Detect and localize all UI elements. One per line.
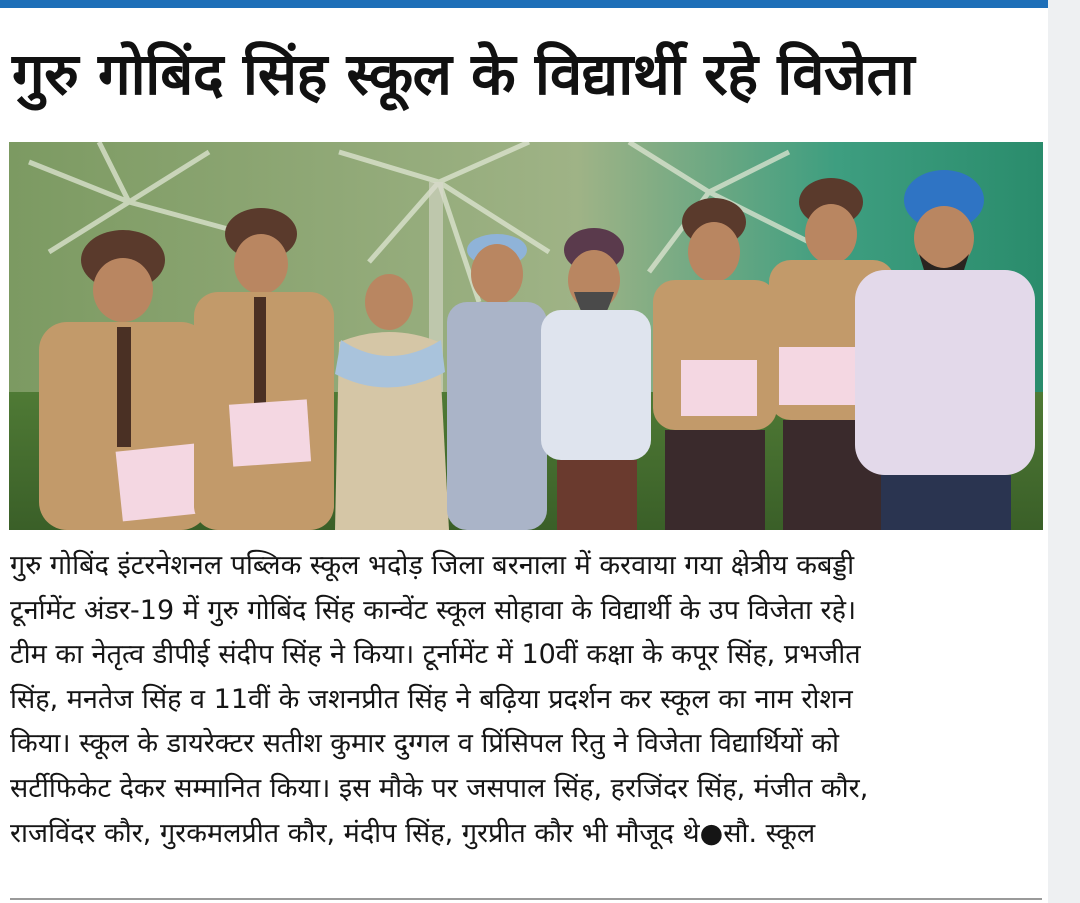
article-line: गुरु गोबिंद इंटरनेशनल पब्लिक स्कूल भदोड़ जिला बरनाला में करवाया गया क्षेत्रीय कबड्डी <box>10 550 855 581</box>
group-photo-illustration <box>9 142 1043 530</box>
page-margin <box>1048 0 1080 903</box>
article-line: सिंह, मनतेज सिंह व 11वीं के जशनप्रीत सिंह ने बढ़िया प्रदर्शन कर स्कूल का नाम रोशन <box>10 683 853 715</box>
article-line: टूर्नामेंट अंडर-19 में गुरु गोबिंद सिंह कान्वेंट स्कूल सोहावा के विद्यार्थी के उप विजेता रहे। <box>10 594 857 626</box>
news-photo <box>9 142 1043 530</box>
article-line: किया। स्कूल के डायरेक्टर सतीश कुमार दुग्गल व प्रिंसिपल रितु ने विजेता विद्यार्थियों को <box>10 728 840 760</box>
article-line: राजविंदर कौर, गुरकमलप्रीत कौर, मंदीप सिंह, गुरप्रीत कौर भी मौजूद थे●सौ. स्कूल <box>10 817 816 849</box>
article-line: टीम का नेतृत्व डीपीई संदीप सिंह ने किया। टूर्नामेंट में 10वीं कक्षा के कपूर सिंह, प्रभजीत <box>10 639 861 671</box>
article-line: सर्टीफिकेट देकर सम्मानित किया। इस मौके पर जसपाल सिंह, हरजिंदर सिंह, मंजीत कौर, <box>10 772 869 804</box>
bottom-divider <box>10 898 1042 900</box>
top-accent-rule <box>0 0 1048 8</box>
article-body <box>10 544 1046 856</box>
headline: गुरु गोबिंद सिंह स्कूल के विद्यार्थी रहे विजेता <box>12 40 915 108</box>
